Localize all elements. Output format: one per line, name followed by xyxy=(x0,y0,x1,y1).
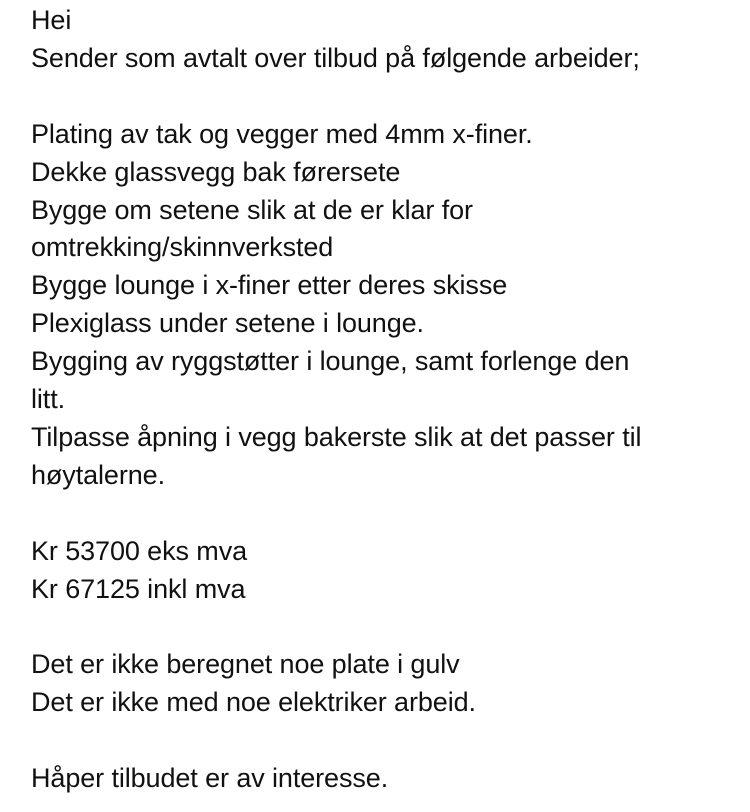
price-incl-vat: Kr 67125 inkl mva xyxy=(31,573,246,604)
paragraph-gap xyxy=(31,608,743,646)
note-line-2: Det er ikke med noe elektriker arbeid. xyxy=(31,687,476,718)
work-line-6: Plexiglass under setene i lounge. xyxy=(31,308,424,339)
greeting-line: Hei xyxy=(31,5,72,35)
paragraph-gap xyxy=(31,495,743,533)
work-line-5: Bygge lounge i x-finer etter deres skisse xyxy=(31,270,508,301)
work-line-7: Bygging av ryggstøtter i lounge, samt forlenge den xyxy=(31,346,630,377)
paragraph-gap xyxy=(31,78,743,116)
price-excl-vat: Kr 53700 eks mva xyxy=(31,535,248,566)
message-body xyxy=(31,2,743,798)
work-line-1: Plating av tak og vegger med 4mm x-finer. xyxy=(31,118,533,149)
intro-line: Sender som avtalt over tilbud på følgende arbeider; xyxy=(31,42,640,73)
work-line-10: høytalerne. xyxy=(31,459,165,490)
closing-line: Håper tilbudet er av interesse. xyxy=(31,763,389,794)
work-line-2: Dekke glassvegg bak førersete xyxy=(31,156,401,187)
paragraph-gap xyxy=(31,722,743,760)
work-line-8: litt. xyxy=(31,384,66,415)
work-line-4: omtrekking/skinnverksted xyxy=(31,232,334,263)
note-line-1: Det er ikke beregnet noe plate i gulv xyxy=(31,649,460,680)
work-line-3: Bygge om setene slik at de er klar for xyxy=(31,194,473,225)
work-line-9: Tilpasse åpning i vegg bakerste slik at det passer til xyxy=(31,421,642,452)
